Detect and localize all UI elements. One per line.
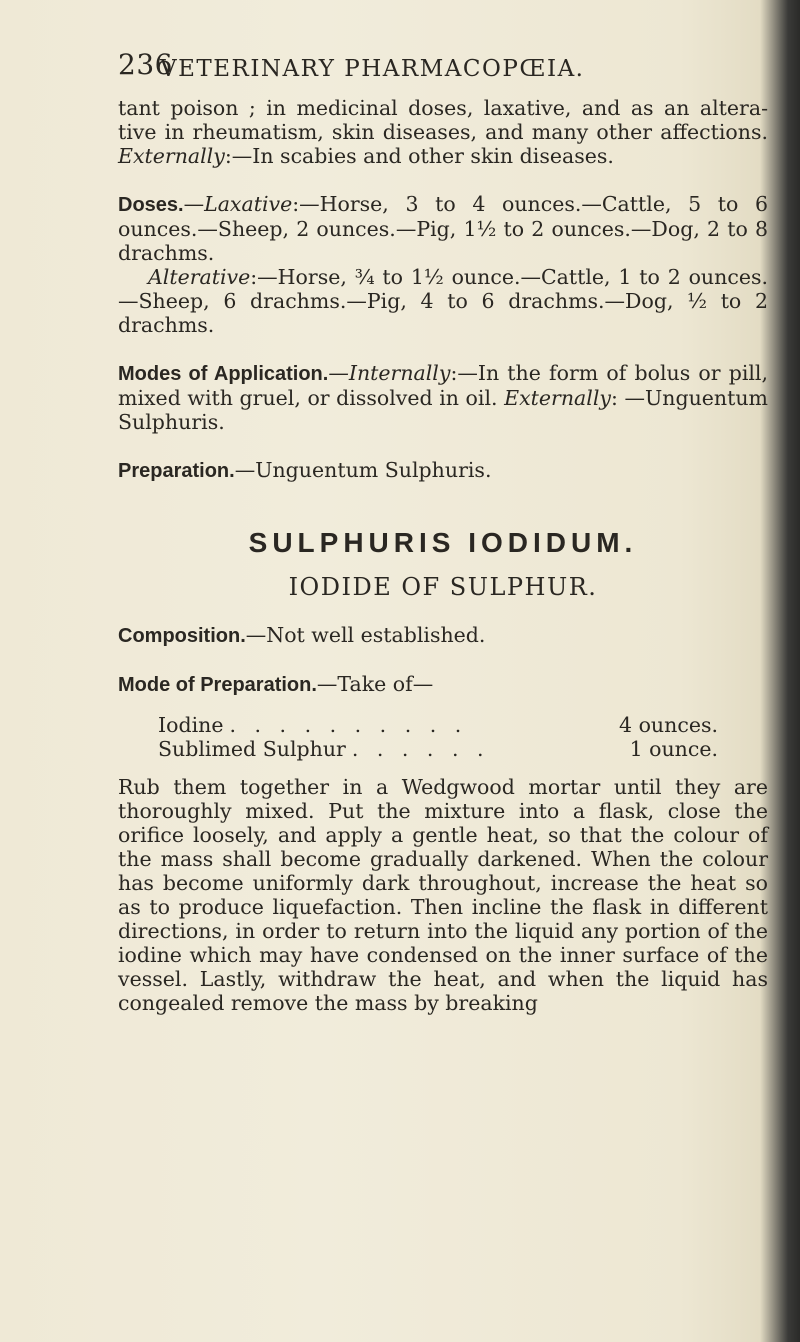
preparation-paragraph (118, 458, 768, 483)
laxative-label: Laxative (204, 192, 293, 216)
mode-prep-text: —Take of— (316, 672, 434, 696)
method-text: Rub them together in a Wedgwood mortar until they are thoroughly mixed. Put the mixture into a flask, close the orifice loosely, and apply a gentle heat, so that the colour of the mass shall become gradually darkened. When the colour has become uniformly dark throughout, increase the heat so as to produce liquefaction. Then incline the flask in different directions, in order to return into the liquid any portion of the iodine which may have condensed on the inner surface of the vessel. Lastly, withdraw the heat, and when the liquid has congealed remove the mass by breaking (118, 775, 768, 1015)
mode-prep-heading: Mode of Preparation. (118, 674, 317, 696)
preparation-text: —Unguentum Sulphuris. (234, 458, 492, 482)
running-head: VETERINARY PHARMACOPŒIA. (160, 56, 585, 82)
composition-text: —Not well established. (245, 623, 486, 647)
doses-alterative-paragraph (118, 265, 768, 337)
section-subtitle: IODIDE OF SULPHUR. (288, 573, 598, 601)
mode-prep-paragraph (118, 672, 768, 697)
ingredient-list (118, 713, 768, 761)
ingredient-name: Iodine (158, 713, 224, 737)
intro-paragraph (118, 96, 768, 168)
method-paragraph (118, 775, 768, 1015)
modes-paragraph (118, 361, 768, 434)
ingredient-leader: . . . . . . . . . . (229, 713, 468, 737)
composition-heading: Composition. (118, 625, 246, 647)
page-number: 236 (118, 48, 173, 81)
intro-text: tant poison ; in medicinal doses, laxative, and as an altera- tive in rheumatism, skin diseases, and many other affections. (118, 96, 768, 144)
ingredient-quantity: 1 ounce. (629, 737, 718, 761)
section-title: SULPHURIS IODIDUM. (248, 527, 638, 558)
page-body (118, 96, 768, 1015)
composition-paragraph (118, 623, 768, 648)
externally-label: Externally (118, 144, 225, 168)
alterative-label: Alterative (148, 265, 251, 289)
ingredient-row (158, 737, 718, 761)
ingredient-name: Sublimed Sulphur (158, 737, 346, 761)
ingredient-leader: . . . . . . (351, 737, 490, 761)
laxative-text: :—Horse, 3 to 4 ounces.—Cattle, 5 to 6 ounces.—Sheep, 2 ounces.—Pig, 1½ to 2 ounces.—Dog, 2 to 8 drachms. (118, 192, 768, 265)
internally-label: —Internally (328, 361, 451, 385)
internally-text: :—In the form of bolus or pill, mixed with gruel, or dissolved in oil. (118, 361, 769, 410)
externally-text: :—In scabies and other skin diseases. (224, 144, 614, 168)
modes-heading: Modes of Application. (118, 363, 329, 385)
modes-externally-text: : —Unguentum Sulphuris. (118, 386, 768, 434)
preparation-heading: Preparation. (118, 460, 235, 482)
alterative-text: :—Horse, ¾ to 1½ ounce.—Cattle, 1 to 2 ounces.—Sheep, 6 drachms.—Pig, 4 to 6 drachms.—Dog, ½ to 2 drachms. (118, 265, 768, 337)
doses-heading: Doses. (118, 194, 184, 216)
modes-externally-label: Externally (504, 386, 611, 410)
ingredient-row (158, 713, 718, 737)
ingredient-quantity: 4 ounces. (619, 713, 718, 737)
page-header (118, 48, 798, 88)
doses-laxative-paragraph: Doses.—Laxative:—Horse, 3 to 4 ounces.—Cattle, 5 to 6 ounces.—Sheep, 2 ounces.—Pig, 1½ to 2 ounces.—Dog, 2 to 8 drachms. (118, 192, 768, 265)
